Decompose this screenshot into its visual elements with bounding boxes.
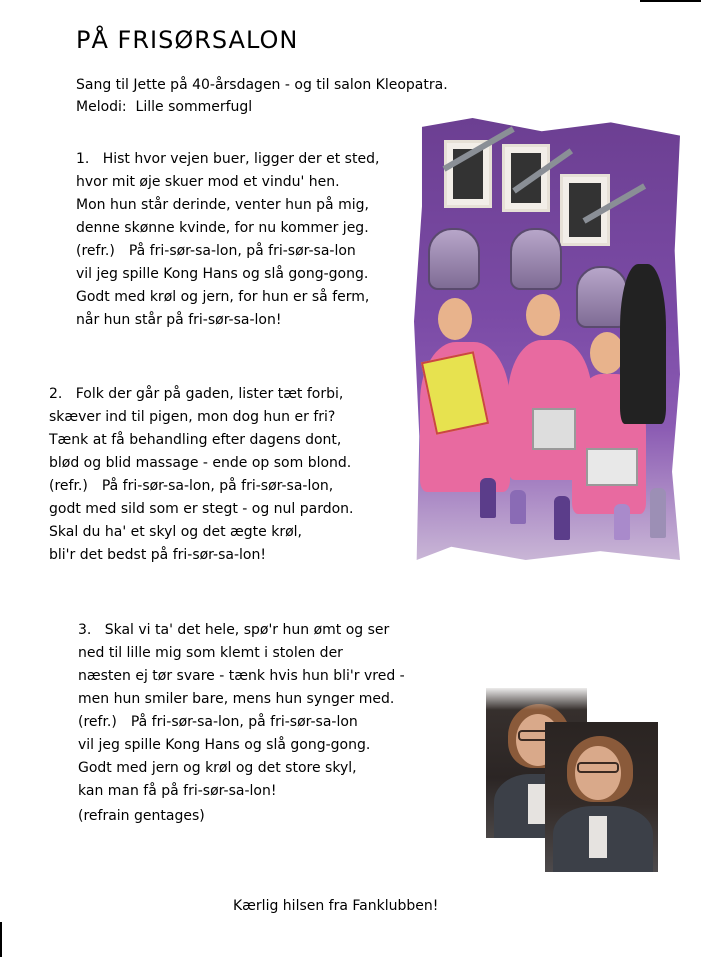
verse-number: 3.: [78, 622, 92, 638]
woman-with-glasses-photo: [545, 722, 658, 872]
refrain-line: (refr.) På fri-sør-sa-lon, på fri-sør-sa-lon,: [49, 478, 334, 494]
product-bottle: [480, 478, 496, 518]
verse-line: næsten ej tør svare - tænk hvis hun bli'r vred -: [78, 668, 405, 684]
verse-number: 1.: [76, 151, 90, 167]
melody-label: Melodi:: [76, 99, 127, 115]
hairdresser-figure: [620, 264, 666, 424]
bottom-left-mark: [0, 922, 2, 957]
song-title: PÅ FRISØRSALON: [76, 26, 299, 54]
verse-line: skæver ind til pigen, mon dog hun er fri?: [49, 409, 336, 425]
verse-line: 3. Skal vi ta' det hele, spø'r hun ømt og ser: [78, 622, 390, 638]
customer-head: [438, 298, 472, 340]
verse-line: men hun smiler bare, mens hun synger med.: [78, 691, 395, 707]
product-bottle: [650, 488, 666, 538]
refrain-line: kan man få på fri-sør-sa-lon!: [78, 783, 277, 799]
top-right-rule: [640, 0, 701, 2]
product-bottle: [554, 496, 570, 540]
refrain-line: vil jeg spille Kong Hans og slå gong-gong.: [76, 266, 369, 282]
verse-line: hvor mit øje skuer mod et vindu' hen.: [76, 174, 340, 190]
refrain-line: vil jeg spille Kong Hans og slå gong-gong.: [78, 737, 371, 753]
melody-name: Lille sommerfugl: [135, 99, 253, 115]
verse-line: 1. Hist hvor vejen buer, ligger der et sted,: [76, 151, 380, 167]
verse-line: Mon hun står derinde, venter hun på mig,: [76, 197, 369, 213]
product-bottle: [510, 490, 526, 524]
verse-line: blød og blid massage - ende op som blond.: [49, 455, 352, 471]
refrain-line: Godt med jern og krøl og det store skyl,: [78, 760, 357, 776]
verse-line: 2. Folk der går på gaden, lister tæt forbi,: [49, 386, 344, 402]
verse-line: Tænk at få behandling efter dagens dont,: [49, 432, 342, 448]
song-subtitle: Sang til Jette på 40-årsdagen - og til salon Kleopatra.: [76, 77, 448, 93]
verse-3: [78, 619, 405, 803]
refrain-line: Skal du ha' et skyl og det ægte krøl,: [49, 524, 303, 540]
photo-fade: [486, 688, 587, 710]
hair-dryer: [428, 228, 480, 290]
verse-line: denne skønne kvinde, for nu kommer jeg.: [76, 220, 369, 236]
customer-head: [590, 332, 624, 374]
refrain-line: (refr.) På fri-sør-sa-lon, på fri-sør-sa-lon: [76, 243, 356, 259]
refrain-label: (refr.): [78, 714, 117, 730]
refrain-label: (refr.): [76, 243, 115, 259]
closing-greeting: Kærlig hilsen fra Fanklubben!: [233, 898, 439, 914]
verse-line: ned til lille mig som klemt i stolen der: [78, 645, 343, 661]
refrain-line: Godt med krøl og jern, for hun er så ferm,: [76, 289, 370, 305]
refrain-line: når hun står på fri-sør-sa-lon!: [76, 312, 282, 328]
verse-2: [49, 383, 354, 567]
refrain-repeat-note: (refrain gentages): [78, 808, 205, 824]
melody-line: [76, 96, 252, 118]
product-bottle: [614, 504, 630, 540]
newspaper: [532, 408, 576, 450]
refrain-line: (refr.) På fri-sør-sa-lon, på fri-sør-sa-lon: [78, 714, 358, 730]
customer-head: [526, 294, 560, 336]
refrain-line: bli'r det bedst på fri-sør-sa-lon!: [49, 547, 266, 563]
hair-dryer: [510, 228, 562, 290]
verse-number: 2.: [49, 386, 63, 402]
refrain-label: (refr.): [49, 478, 88, 494]
refrain-line: godt med sild som er stegt - og nul pardon.: [49, 501, 354, 517]
newspaper: [586, 448, 638, 486]
verse-1: [76, 148, 379, 332]
hair-salon-cartoon: [414, 118, 680, 560]
